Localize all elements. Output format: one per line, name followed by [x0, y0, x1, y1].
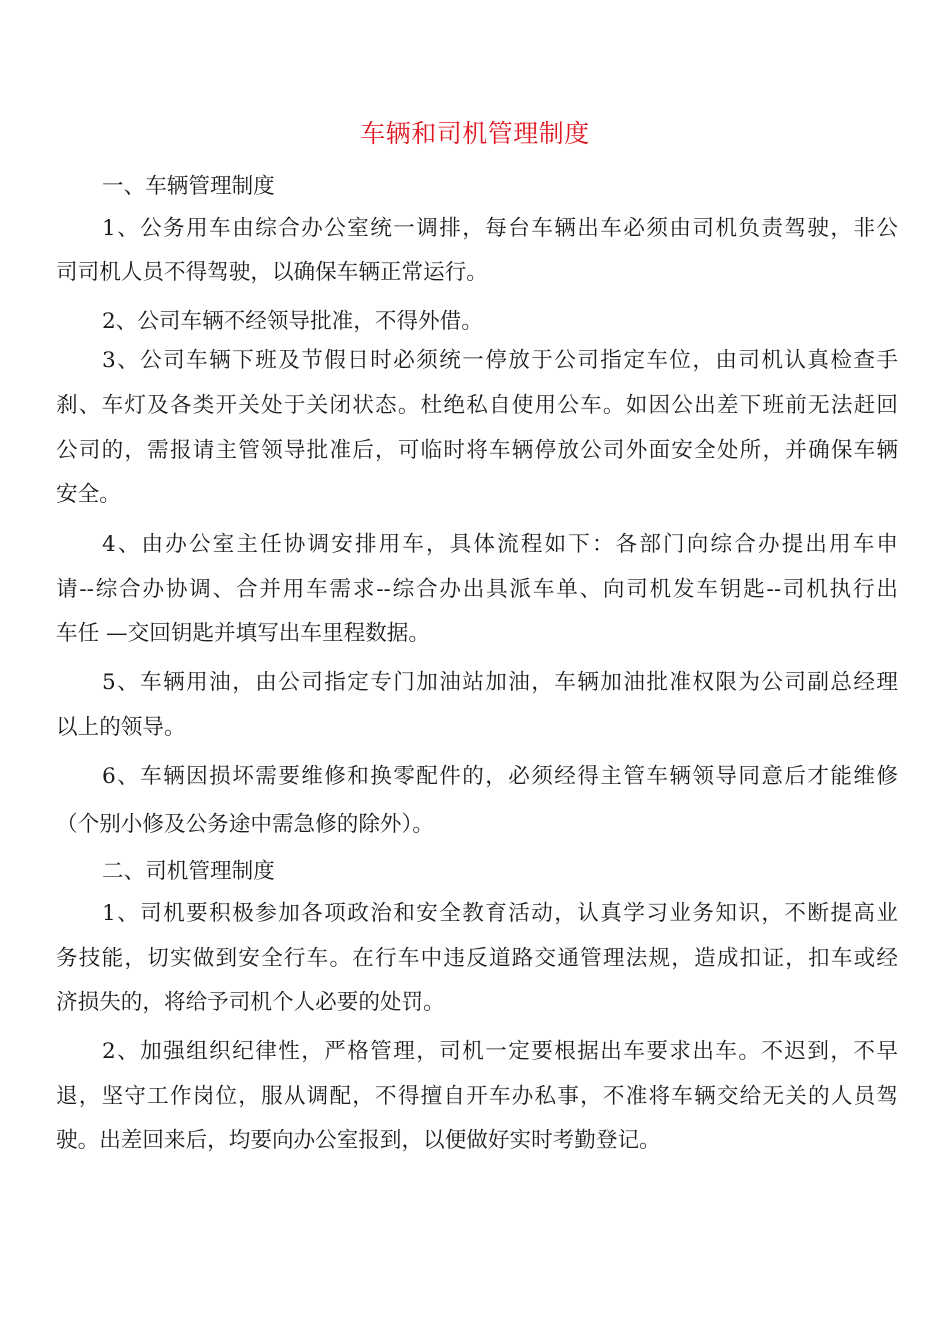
paragraph-line: 3、公司车辆下班及节假日时必须统一停放于公司指定车位，由司机认真检查手 — [102, 348, 898, 373]
paragraph-line: 1、司机要积极参加各项政治和安全教育活动，认真学习业务知识，不断提高业 — [102, 901, 898, 926]
paragraph-line: 6、车辆因损坏需要维修和换零配件的，必须经得主管车辆领导同意后才能维修 — [102, 764, 898, 789]
paragraph-line: 刹、车灯及各类开关处于关闭状态。杜绝私自使用公车。如因公出差下班前无法赶回 — [56, 393, 898, 418]
paragraph-line: 驶。出差回来后，均要向办公室报到，以便做好实时考勤登记。 — [56, 1128, 661, 1153]
paragraph-line: 4、由办公室主任协调安排用车，具体流程如下：各部门向综合办提出用车申 — [102, 532, 898, 557]
paragraph-line: 5、车辆用油，由公司指定专门加油站加油，车辆加油批准权限为公司副总经理 — [102, 670, 898, 695]
paragraph-line: 务技能，切实做到安全行车。在行车中违反道路交通管理法规，造成扣证，扣车或经 — [56, 946, 898, 971]
paragraph-line: 2、加强组织纪律性，严格管理，司机一定要根据出车要求出车。不迟到，不早 — [102, 1039, 898, 1064]
paragraph-line: 2、公司车辆不经领导批准，不得外借。 — [102, 309, 483, 334]
paragraph-line: 济损失的，将给予司机个人必要的处罚。 — [56, 990, 445, 1015]
paragraph-line: 安全。 — [56, 482, 121, 507]
paragraph-line: 退，坚守工作岗位，服从调配，不得擅自开车办私事，不准将车辆交给无关的人员驾 — [56, 1084, 898, 1109]
paragraph-line: 公司的，需报请主管领导批准后，可临时将车辆停放公司外面安全处所，并确保车辆 — [56, 438, 898, 463]
paragraph-line: 1、公务用车由综合办公室统一调排，每台车辆出车必须由司机负责驾驶，非公 — [102, 216, 898, 241]
section-heading-driver: 二、司机管理制度 — [102, 859, 275, 884]
paragraph-line: （个别小修及公务途中需急修的除外）。 — [56, 812, 434, 837]
paragraph-line: 车任 —交回钥匙并填写出车里程数据。 — [56, 621, 430, 646]
section-heading-vehicle: 一、车辆管理制度 — [102, 174, 275, 199]
document-title: 车辆和司机管理制度 — [360, 119, 590, 148]
paragraph-line: 以上的领导。 — [56, 715, 186, 740]
paragraph-line: 司司机人员不得驾驶，以确保车辆正常运行。 — [56, 260, 488, 285]
paragraph-line: 请--综合办协调、合并用车需求--综合办出具派车单、向司机发车钥匙--司机执行出 — [56, 577, 898, 602]
